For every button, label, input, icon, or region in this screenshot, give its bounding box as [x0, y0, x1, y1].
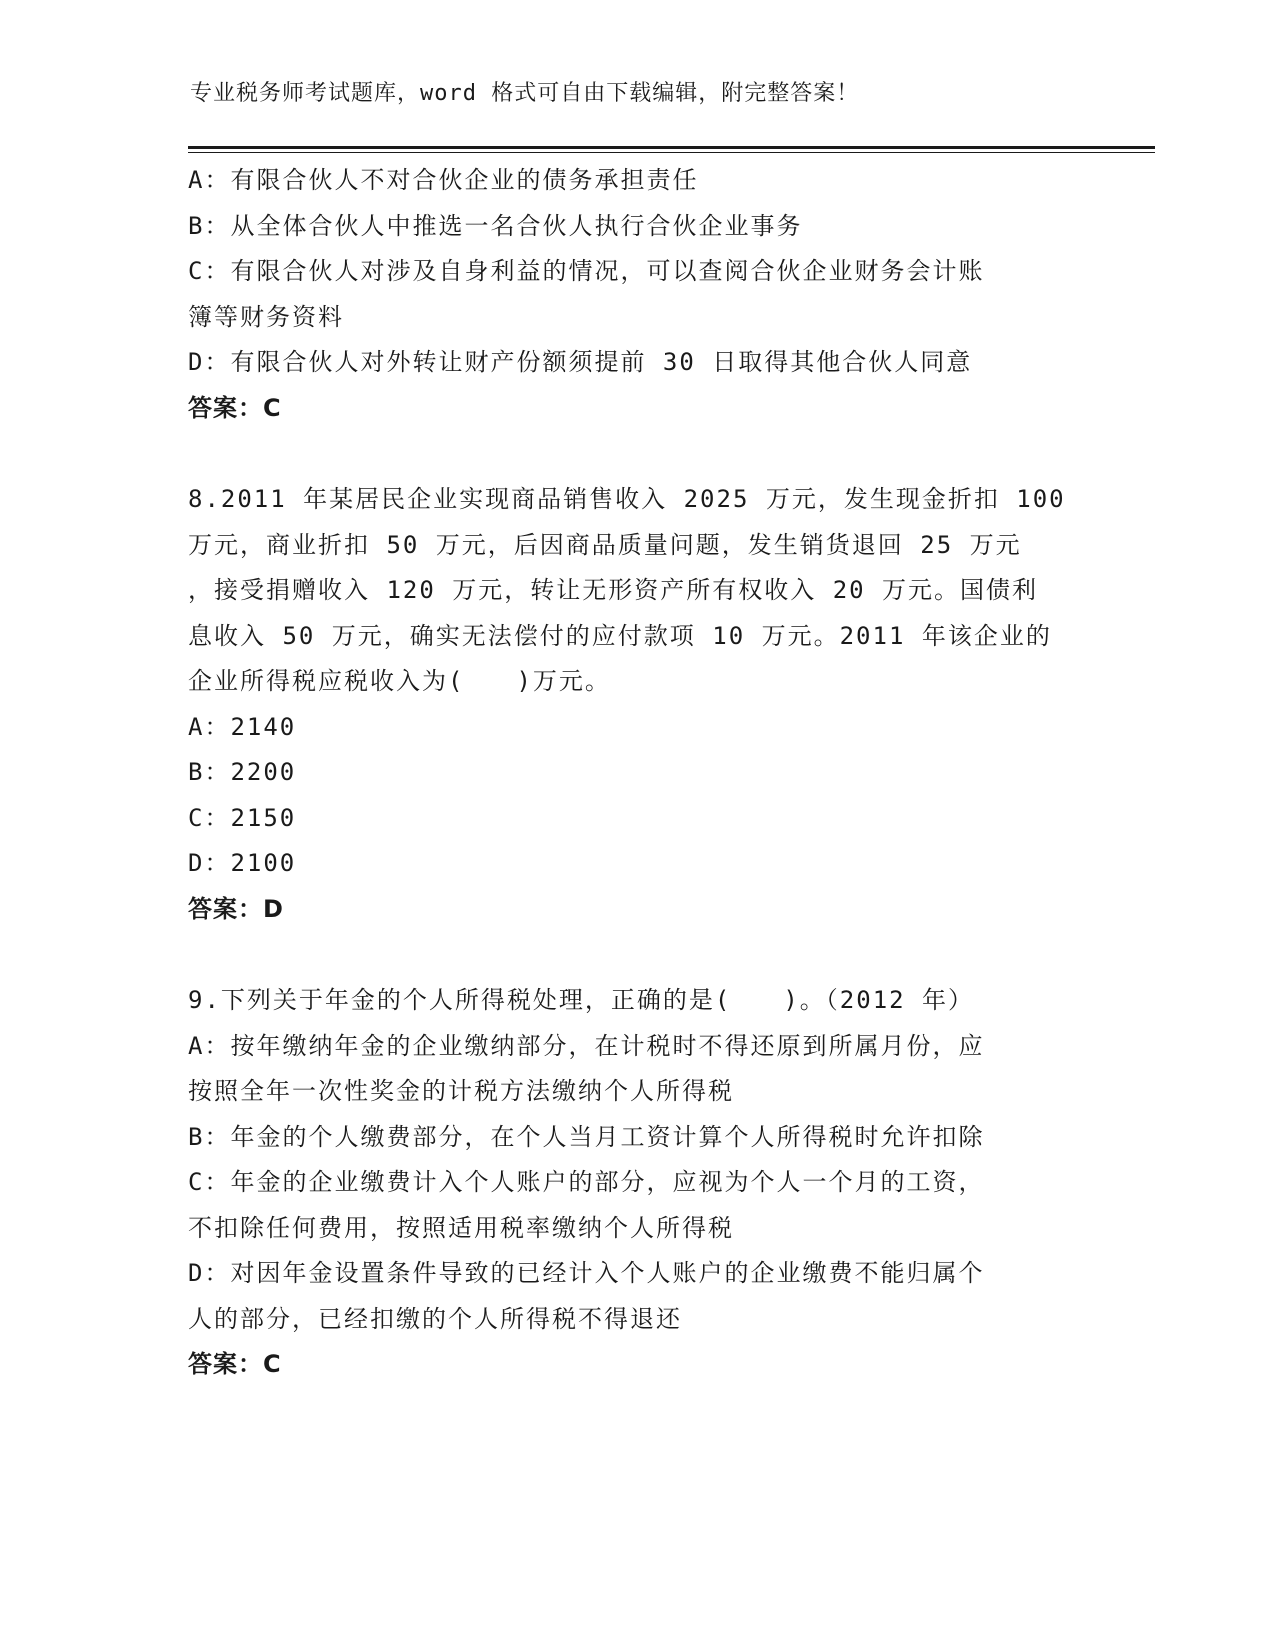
question-text-line: 9.下列关于年金的个人所得税处理，正确的是( )。（2012 年）: [188, 986, 975, 1014]
question-text-line: 企业所得税应税收入为( )万元。: [188, 667, 611, 695]
question-text-line: 8.2011 年某居民企业实现商品销售收入 2025 万元，发生现金折扣 100: [188, 485, 1066, 513]
option-d-continued: 人的部分，已经扣缴的个人所得税不得退还: [188, 1304, 682, 1333]
answer: 答案：C: [188, 1350, 282, 1378]
option-d: D：有限合伙人对外转让财产份额须提前 30 日取得其他合伙人同意: [188, 348, 973, 376]
option-c: C：有限合伙人对涉及自身利益的情况，可以查阅合伙企业财务会计账: [188, 257, 985, 285]
option-c-continued: 簿等财务资料: [188, 302, 344, 331]
option-b: B：2200: [188, 758, 297, 786]
option-b: B：从全体合伙人中推选一名合伙人执行合伙企业事务: [188, 211, 803, 240]
option-a-continued: 按照全年一次性奖金的计税方法缴纳个人所得税: [188, 1077, 734, 1105]
question-9: [188, 978, 1088, 1388]
option-a: A：按年缴纳年金的企业缴纳部分，在计税时不得还原到所属月份，应: [188, 1031, 985, 1060]
answer: 答案：D: [188, 894, 284, 923]
question-text-line: ，接受捐赠收入 120 万元，转让无形资产所有权收入 20 万元。国债利: [188, 576, 1039, 604]
option-a: A：2140: [188, 712, 297, 741]
option-d: D：对因年金设置条件导致的已经计入个人账户的企业缴费不能归属个: [188, 1259, 985, 1287]
header-rule-thick: [188, 146, 1155, 149]
document-body: [188, 158, 1088, 1388]
answer: 答案：C: [188, 393, 282, 422]
header-rule-thin: [188, 152, 1155, 153]
option-c-continued: 不扣除任何费用，按照适用税率缴纳个人所得税: [188, 1213, 734, 1242]
option-c: C：年金的企业缴费计入个人账户的部分，应视为个人一个月的工资，: [188, 1168, 985, 1196]
option-b: B：年金的个人缴费部分，在个人当月工资计算个人所得税时允许扣除: [188, 1122, 985, 1151]
option-d: D：2100: [188, 849, 297, 877]
question-7: [188, 158, 1088, 431]
question-text-line: 息收入 50 万元，确实无法偿付的应付款项 10 万元。2011 年该企业的: [188, 621, 1052, 650]
option-c: C：2150: [188, 803, 297, 832]
question-text-line: 万元，商业折扣 50 万元，后因商品质量问题，发生销货退回 25 万元: [188, 530, 1022, 559]
page-header: 专业税务师考试题库，word 格式可自由下载编辑，附完整答案！: [190, 81, 860, 106]
question-8: [188, 477, 1088, 932]
option-a: A：有限合伙人不对合伙企业的债务承担责任: [188, 166, 699, 194]
